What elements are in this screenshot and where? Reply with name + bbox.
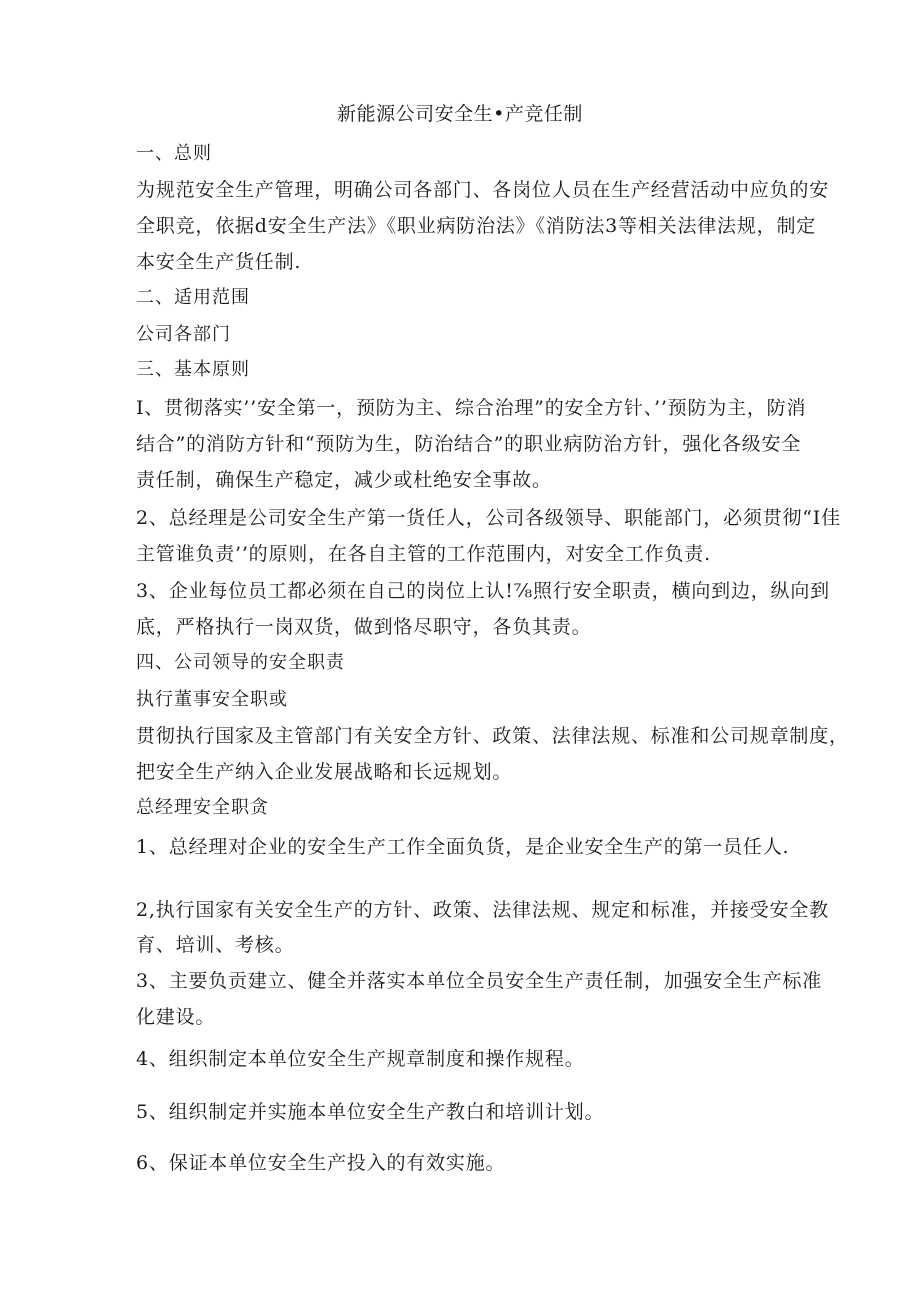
paragraph-line: 1、总经理对企业的安全生产工作全面负货，是企业安全生产的第一员任人. — [136, 836, 790, 858]
paragraph-line: 责任制，确保生产稳定，减少或杜绝安全事故。 — [136, 469, 552, 491]
paragraph-line: 结合”的消防方针和“预防为生，防治结合”的职业病防治方针，强化各级安全 — [136, 433, 802, 455]
paragraph-line: 贯彻执行国家及主管部门有关安全方针、政策、法律法规、标准和公司规章制度， — [136, 725, 849, 747]
subsection-heading: 总经理安全职贪 — [136, 797, 269, 818]
section-heading-leadership: 四、公司领导的安全职责 — [136, 652, 345, 673]
paragraph-line: 5、组织制定并实施本单位安全生产教白和培训计划。 — [136, 1101, 605, 1123]
paragraph-line: 4、组织制定本单位安全生产规章制度和操作规程。 — [136, 1048, 585, 1070]
subsection-heading: 执行董事安全职或 — [136, 689, 288, 710]
paragraph-line: 把安全生产纳入企业发展战略和长远规划。 — [136, 761, 513, 783]
paragraph-line: 2,执行国家有关安全生产的方针、政策、法律法规、规定和标准，并接受安全教 — [136, 899, 829, 921]
paragraph-line: 主管谁负责’’的原则，在各自主管的工作范围内，对安全工作负责. — [136, 543, 711, 565]
paragraph-line: 公司各部门 — [136, 324, 231, 345]
paragraph-line: 化建设。 — [136, 1006, 216, 1028]
section-heading-general: 一、总则 — [136, 143, 212, 164]
paragraph-line: 本安全生产货任制. — [136, 251, 302, 273]
document-title: 新能源公司安全生•产竞任制 — [337, 103, 583, 125]
paragraph-line: 3、主要负贡建立、健全并落实本单位全员安全生产责任制，加强安全生产标准 — [136, 970, 823, 992]
paragraph-line: 育、培训、考核。 — [136, 934, 295, 956]
paragraph-line: 底，严格执行一岗双货，做到恪尽职守，各负其责。 — [136, 616, 592, 638]
section-heading-scope: 二、适用范围 — [136, 287, 250, 308]
paragraph-line: 6、保证本单位安全生产投入的有效实施。 — [136, 1152, 506, 1174]
paragraph-line: 为规范安全生产管理，明确公司各部门、各岗位人员在生产经营活动中应负的安 — [136, 179, 830, 201]
paragraph-line: 2、总经理是公司安全生产第一货任人，公司各级领导、职能部门，必须贯彻“I佳 — [136, 507, 841, 529]
paragraph-line: I、贯彻落实’’安全第一，预防为主、综合治理”的安全方针、’’预防为主，防消 — [136, 397, 807, 419]
section-heading-principles: 三、基本原则 — [136, 359, 250, 380]
paragraph-line: 全职竞，依据d安全生产法》《职业病防治法》《消防法3等相关法律法规，制定 — [136, 215, 817, 237]
paragraph-line: 3、企业每位员工都必须在自己的岗位上认!⅞照行安全职责，横向到边，纵向到 — [136, 580, 830, 602]
